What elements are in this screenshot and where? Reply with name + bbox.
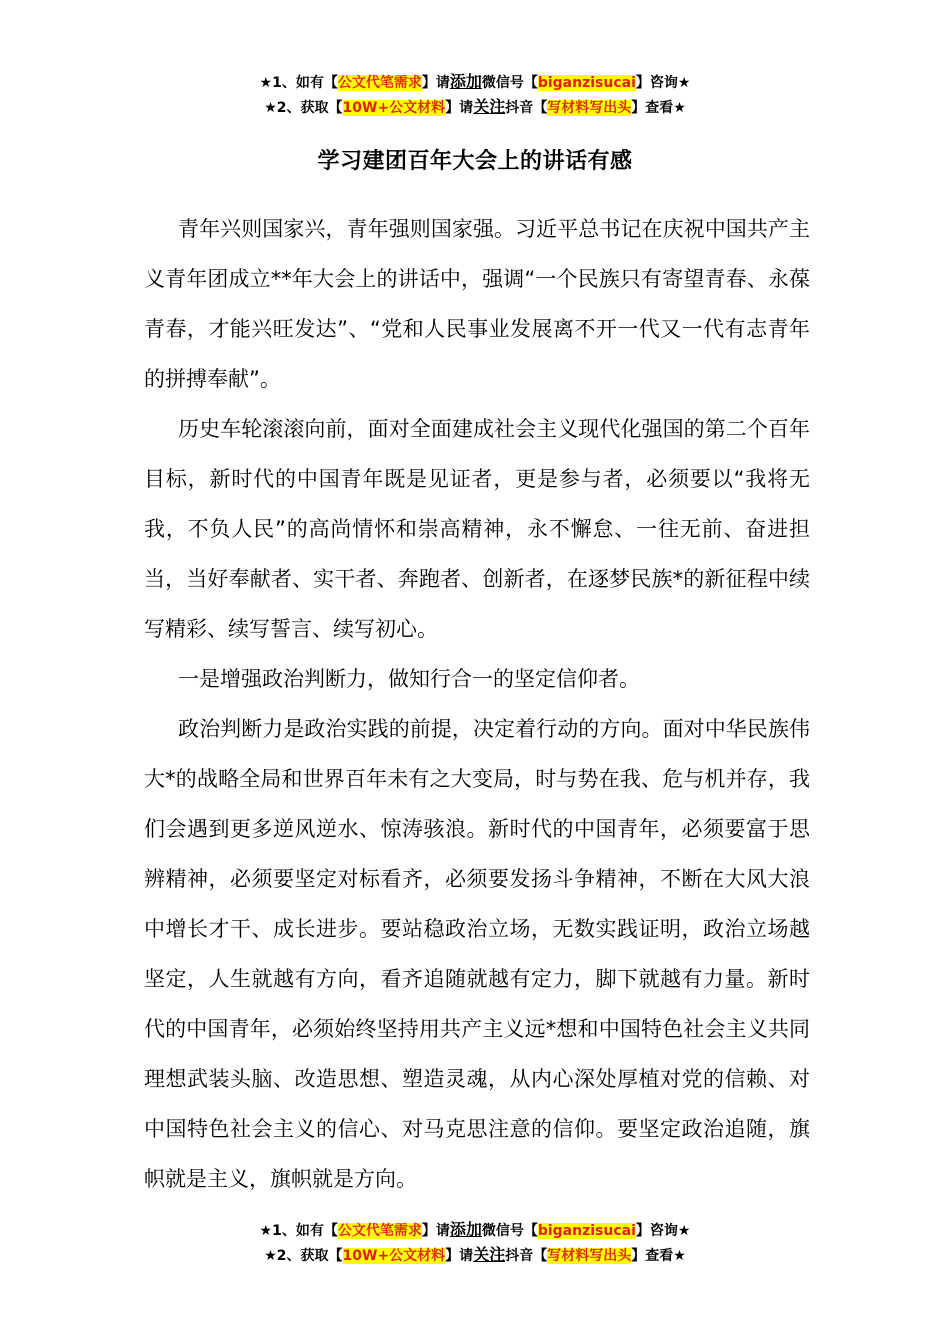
banner-text: ★1、如有【 [259,75,338,91]
banner-text: 微信号【 [481,1223,538,1239]
banner-highlight: 10W+公文材料 [342,100,446,116]
banner-text: 】咨询★ [635,1223,691,1239]
banner-underlined: 添加 [449,1220,482,1239]
paragraph: 青年兴则国家兴，青年强则国家强。习近平总书记在庆祝中国共产主义青年团成立**年大会上的讲话中，强调“一个民族只有寄望青春、永葆青春，才能兴旺发达”、“党和人民事业发展离不开一代又一代有志青年的拼搏奉献”。 [144,217,810,391]
banner-underlined: 添加 [449,72,482,91]
banner-text: 】请 [421,75,450,91]
banner-highlight: 写材料写出头 [547,100,632,116]
banner-text: 抖音【 [505,100,548,116]
document-body [144,204,810,1204]
banner-underlined: 关注 [473,1245,506,1264]
banner-highlight: 10W+公文材料 [342,1248,446,1264]
banner-underlined: 关注 [473,97,506,116]
paragraph: 一是增强政治判断力，做知行合一的坚定信仰者。 [178,667,640,691]
paragraph: 历史车轮滚滚向前，面对全面建成社会主义现代化强国的第二个百年目标，新时代的中国青年既是见证者，更是参与者，必须要以“我将无我，不负人民”的高尚情怀和崇高精神，永不懈怠、一往无前、奋进担当，当好奉献者、实干者、奔跑者、创新者，在逐梦民族*的新征程中续写精彩、续写誓言、续写初心。 [144,417,810,641]
banner-highlight: 公文代笔需求 [337,75,422,91]
banner-line-1 [0,70,950,95]
banner-text: 】查看★ [631,100,686,116]
banner-highlight: biganzisucai [537,75,636,91]
banner-line-2 [0,95,950,120]
banner-highlight: 写材料写出头 [547,1248,632,1264]
banner-text: 】请 [445,1248,474,1264]
banner-line-2 [0,1243,950,1268]
banner-highlight: biganzisucai [537,1223,636,1239]
banner-line-1 [0,1218,950,1243]
banner-text: 微信号【 [481,75,538,91]
document-title: 学习建团百年大会上的讲话有感 [317,149,633,174]
banner-highlight: 公文代笔需求 [337,1223,422,1239]
banner-text: ★2、获取【 [264,100,343,116]
banner-text: 】请 [421,1223,450,1239]
banner-text: ★2、获取【 [264,1248,343,1264]
banner-text: ★1、如有【 [259,1223,338,1239]
header-banner [0,70,950,120]
banner-text: 】查看★ [631,1248,686,1264]
paragraph: 政治判断力是政治实践的前提，决定着行动的方向。面对中华民族伟大*的战略全局和世界百年未有之大变局，时与势在我、危与机并存，我们会遇到更多逆风逆水、惊涛骇浪。新时代的中国青年，必须要富于思辨精神，必须要坚定对标看齐，必须要发扬斗争精神，不断在大风大浪中增长才干、成长进步。要站稳政治立场，无数实践证明，政治立场越坚定，人生就越有方向，看齐追随就越有定力，脚下就越有力量。新时代的中国青年，必须始终坚持用共产主义远*想和中国特色社会主义共同理想武装头脑、改造思想、塑造灵魂，从内心深处厚植对党的信赖、对中国特色社会主义的信心、对马克思注意的信仰。要坚定政治追随，旗帜就是主义，旗帜就是方向。 [144,717,810,1191]
banner-text: 】咨询★ [635,75,691,91]
banner-text: 】请 [445,100,474,116]
banner-text: 抖音【 [505,1248,548,1264]
footer-banner [0,1218,950,1268]
